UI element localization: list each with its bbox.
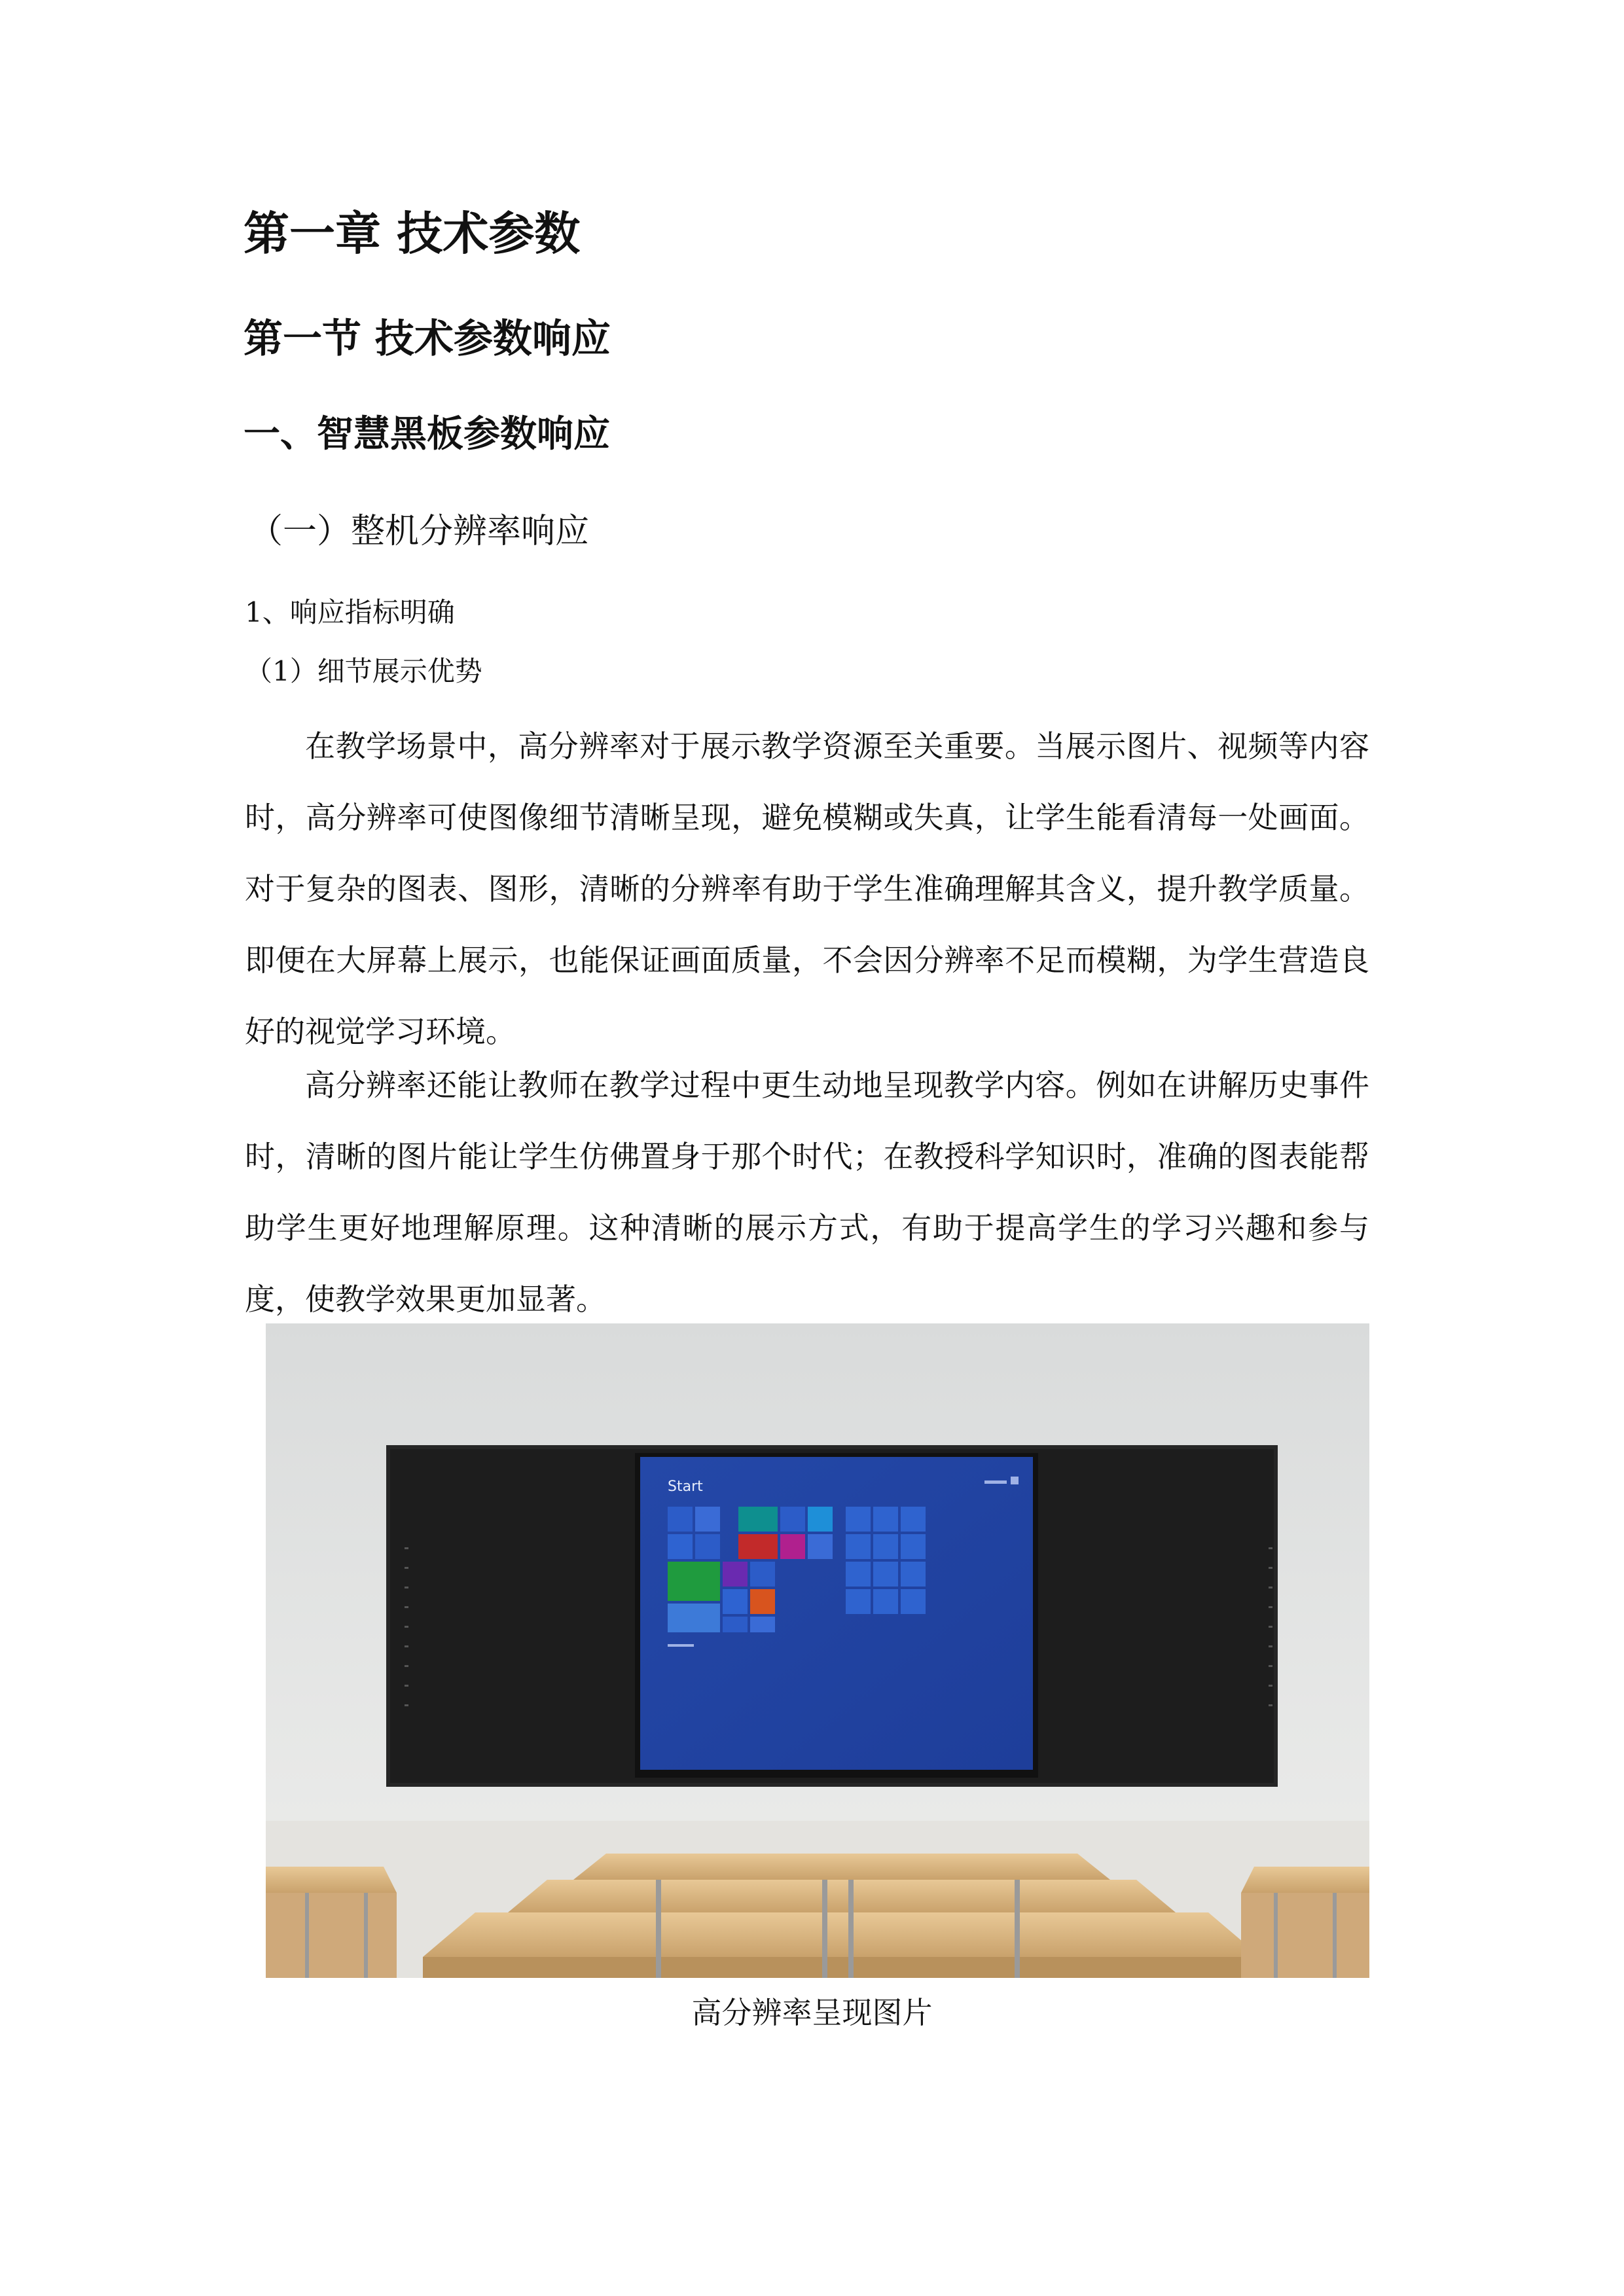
body-paragraph-1: 在教学场景中，高分辨率对于展示教学资源至关重要。当展示图片、视频等内容时，高分辨率可使图像细节清晰呈现，避免模糊或失真，让学生能看清每一处画面。对于复杂的图表、图形，清晰的分辨率有助于学生准确理解其含义，提升教学质量。即便在大屏幕上展示，也能保证画面质量，不会因分辨率不足而模糊，为学生营造良好的视觉学习环境。 — [245, 728, 1369, 1049]
section-title: 第一节 技术参数响应 — [244, 316, 611, 362]
chapter-title: 第一章 技术参数 — [244, 207, 581, 260]
classroom-smart-blackboard-photo — [266, 1323, 1369, 1978]
svg-text:Start: Start — [668, 1479, 703, 1495]
item-title: （一）整机分辨率响应 — [249, 512, 590, 551]
figure-caption: 高分辨率呈现图片 — [691, 1995, 933, 2030]
body-paragraph-2: 高分辨率还能让教师在教学过程中更生动地呈现教学内容。例如在讲解历史事件时，清晰的图片能让学生仿佛置身于那个时代；在教授科学知识时，准确的图表能帮助学生更好地理解原理。这种清晰的展示方式，有助于提高学生的学习兴趣和参与度，使教学效果更加显著。 — [245, 1067, 1369, 1317]
subpoint-title: （1）细节展示优势 — [245, 655, 482, 687]
display-screen — [635, 1453, 1038, 1778]
point-title: 1、响应指标明确 — [245, 596, 455, 628]
subsection-title: 一、智慧黑板参数响应 — [244, 413, 610, 456]
